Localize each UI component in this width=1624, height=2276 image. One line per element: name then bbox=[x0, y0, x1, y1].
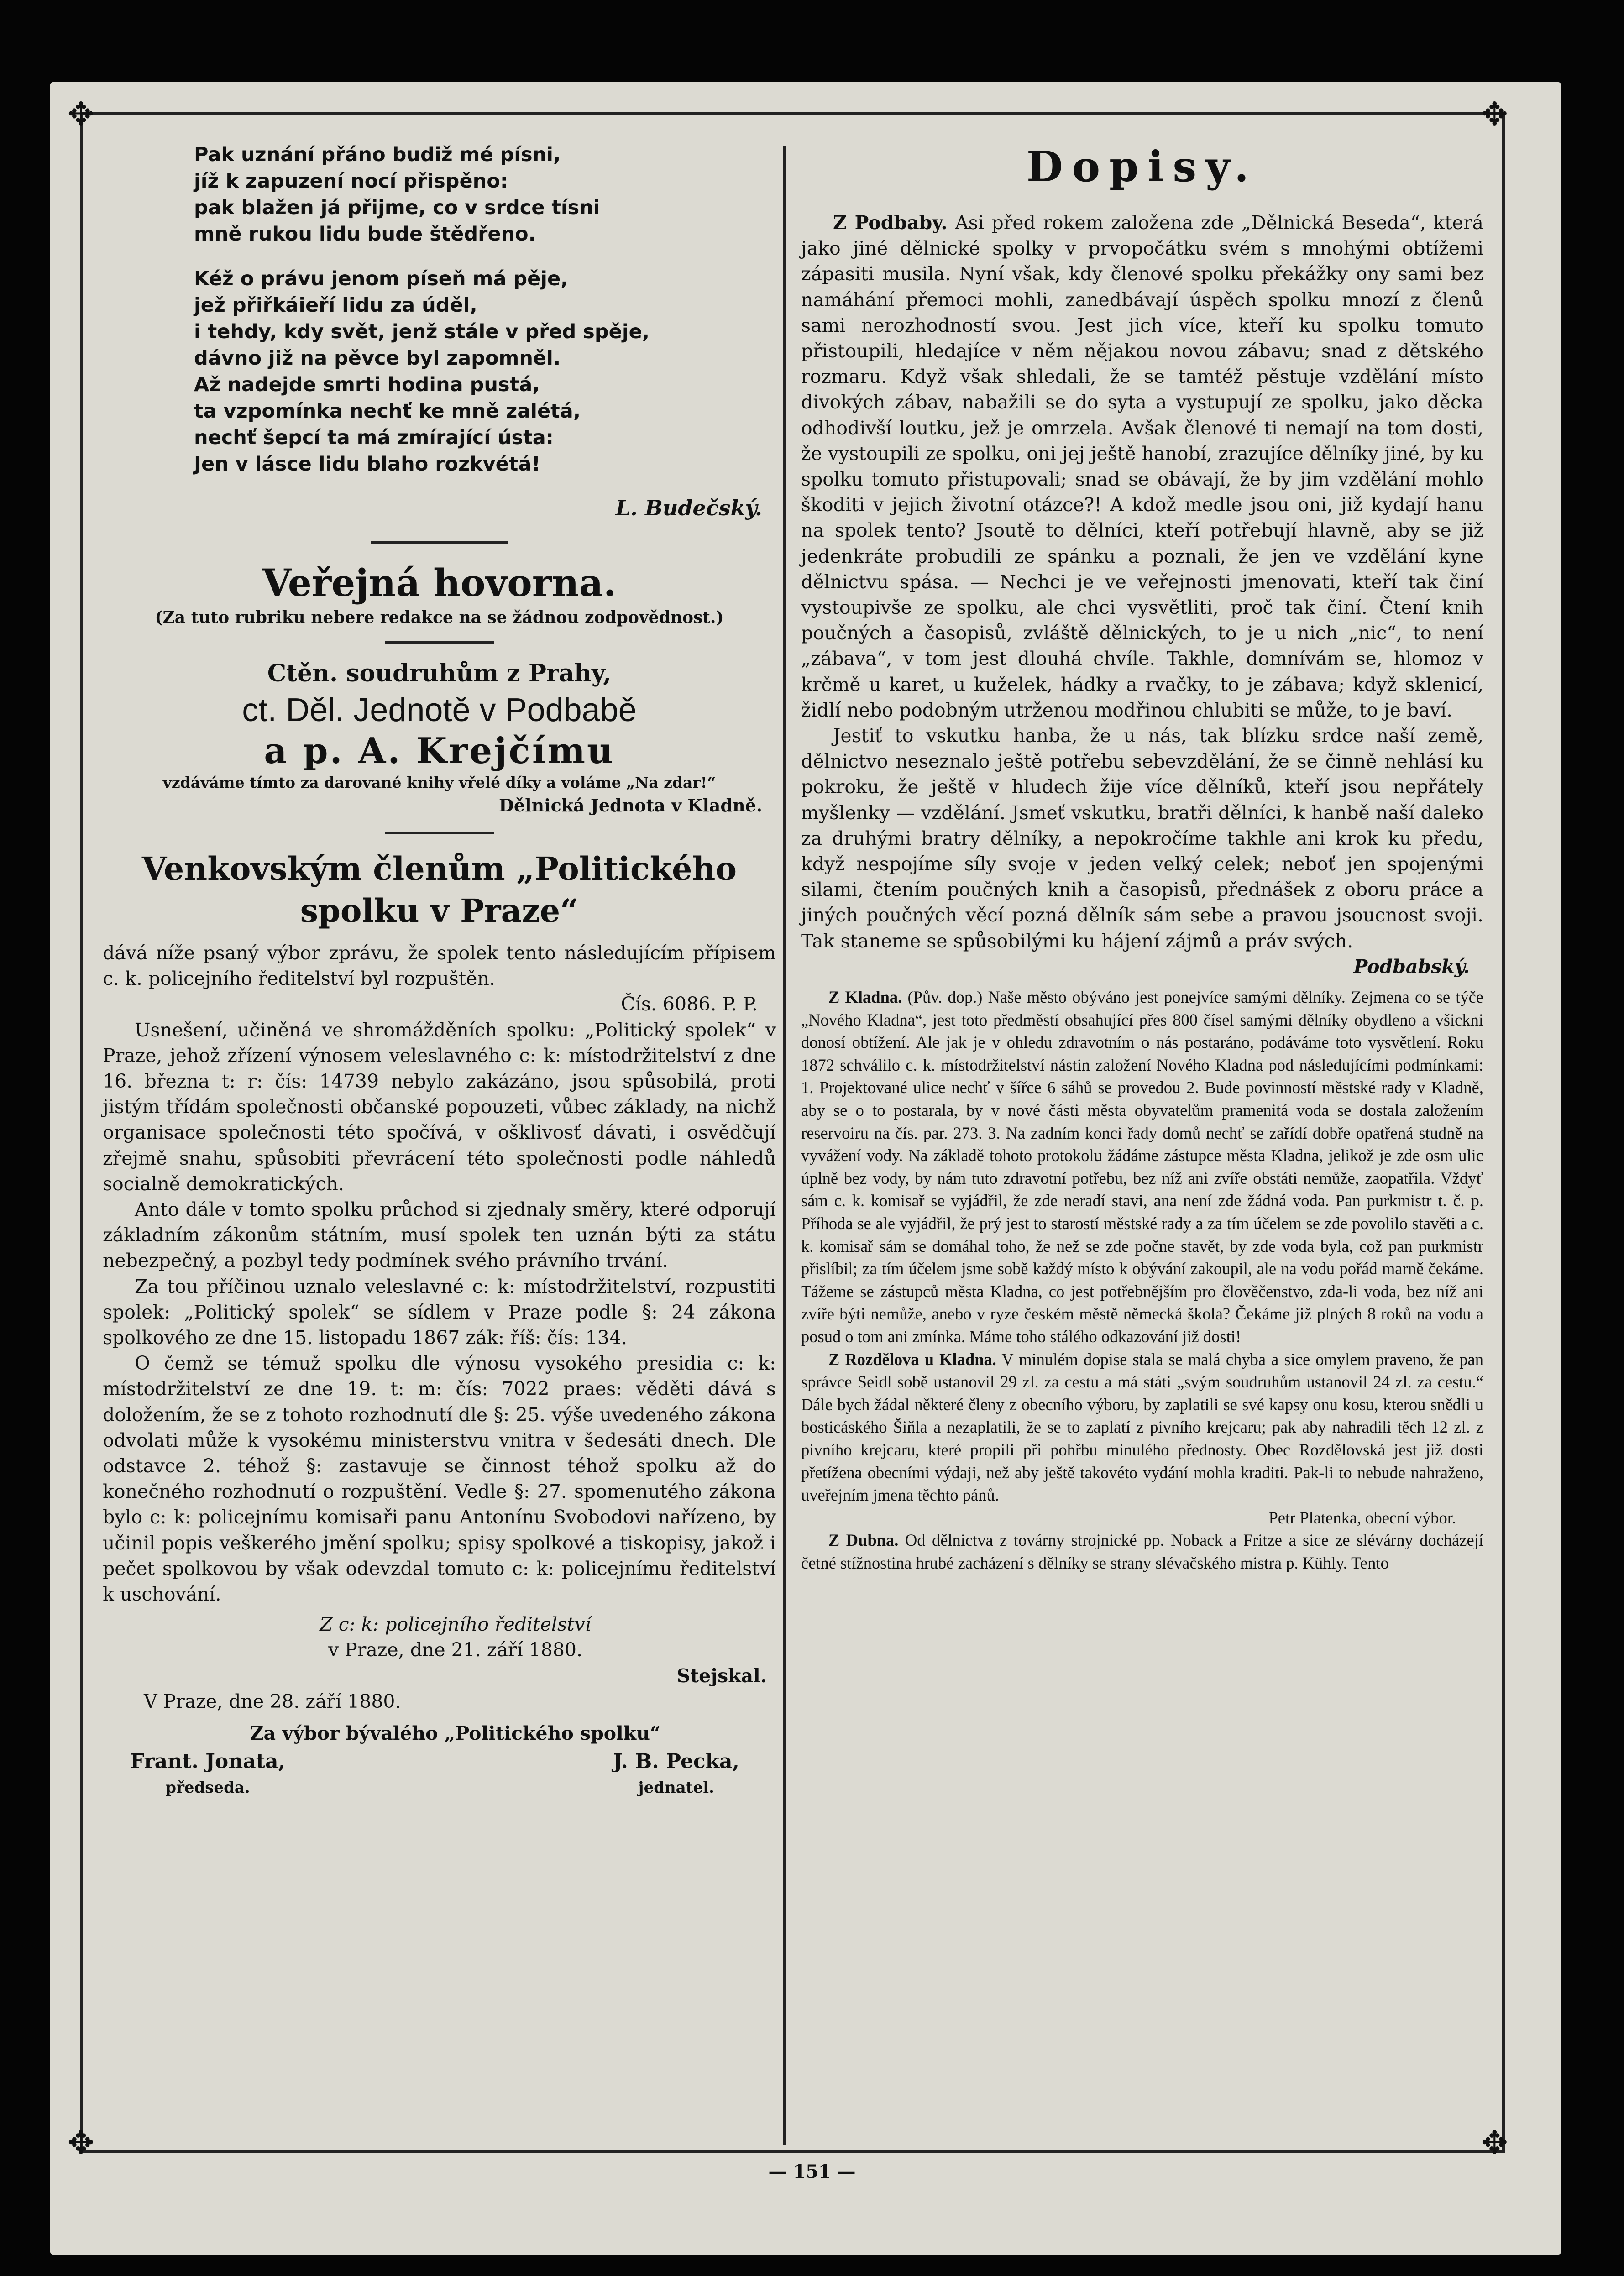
signer-role: předseda. bbox=[165, 1778, 250, 1797]
signer-name: Frant. Jonata, bbox=[130, 1750, 285, 1774]
place-heading: Z Podbaby. bbox=[833, 212, 948, 234]
paragraph: Anto dále v tomto spolku průchod si zjednaly směry, které odporují základním zákonům státním, musí spolek ten uznán býti za státu nebezpečný, a pozbyl tedy podmínek svého právního trvání. bbox=[103, 1198, 776, 1272]
poem-author: L. Budečský. bbox=[615, 496, 762, 520]
official-signature: Stejskal. bbox=[676, 1664, 767, 1687]
letter-signature: Petr Platenka, obecní výbor. bbox=[1268, 1508, 1456, 1527]
article-venkov bbox=[103, 940, 776, 1800]
poem-line: i tehdy, kdy svět, jenž stále v před spěje, bbox=[194, 320, 650, 343]
poem-line: nechť šepcí ta má zmírající ústa: bbox=[194, 426, 554, 449]
thanks-line: vzdáváme tímto za darované knihy vřelé díky a voláme „Na zdar!“ bbox=[162, 774, 716, 791]
committee-line: Za výbor bývalého „Politického spolku“ bbox=[250, 1722, 661, 1745]
place-heading: Z Kladna. bbox=[828, 988, 902, 1007]
thanks-line: ct. Děl. Jednotě v Podbabě bbox=[242, 692, 637, 728]
paragraph: Za tou příčinou uznalo veleslavné c: k: místodržitelství, rozpustiti spolek: „Politický spolek“ se sídlem v Praze podle §: 24 zákona spolkového ze dne 15. listopadu 1867 zák: říš: čís: 134. bbox=[103, 1275, 776, 1349]
letter-kladno bbox=[801, 986, 1483, 1348]
corner-ornament-icon: ✥ bbox=[68, 95, 94, 133]
section-divider bbox=[371, 541, 508, 544]
poem-stanza-1 bbox=[194, 141, 776, 247]
poem bbox=[194, 141, 776, 477]
document-number: Čís. 6086. P. P. bbox=[621, 993, 758, 1015]
poem-line: jíž k zapuzení nocí přispěno: bbox=[194, 170, 508, 193]
paragraph bbox=[801, 986, 1483, 1348]
section-title-venkov bbox=[103, 848, 776, 932]
column-divider bbox=[783, 146, 786, 2145]
title-line: spolku v Praze“ bbox=[300, 892, 579, 930]
paragraph bbox=[801, 210, 1483, 723]
left-column bbox=[103, 141, 776, 1800]
thanks-notice bbox=[103, 657, 776, 793]
paragraph-text: V minulém dopise stala se malá chyba a sice omylem praveno, že pan správce Seidl sobě ustanovil 29 zl. za cestu a má státi „svým soudruhům ustanovil 24 zl. za cestu.“ Dále bych žádal některé členy z obecního výboru, by zaplatili se své kapsy onu kosu, kterou snědli u bosticáského Šiňla a nezaplatili, že se to zaplatí z pivního krejcaru; pak aby nahradili těch 12 zl. z pivního krejcaru, které propili při pohřbu minulého přednosty. Obec Rozdělovská jest již dosti přetížena obecními výdaji, než aby ještě takovéto vydání mohla kraditi. Pak-li to nebude nahraženo, uveřejním jmena těchto pánů. bbox=[801, 1350, 1483, 1505]
place-heading: Z Dubna. bbox=[828, 1531, 899, 1550]
date-line: v Praze, dne 21. září 1880. bbox=[328, 1639, 583, 1661]
signature-right bbox=[613, 1749, 739, 1800]
right-column bbox=[801, 141, 1483, 1575]
section-title-dopisy: Dopisy. bbox=[1026, 142, 1258, 191]
paragraph-text: Od dělnictva z továrny strojnické pp. Noback a Fritze a sice ze slévárny docházejí četné stížnostina hrubé zacházení s dělníky se strany slévačského mistra p. Kühly. Tento bbox=[801, 1531, 1484, 1572]
poem-line: Pak uznání přáno budiž mé písni, bbox=[194, 143, 561, 166]
section-divider bbox=[385, 832, 494, 834]
section-title-hovorna: Veřejná hovorna. bbox=[262, 561, 617, 605]
poem-line: ta vzpomínka nechť ke mně zalétá, bbox=[194, 400, 581, 423]
paragraph bbox=[801, 1529, 1483, 1574]
letter-rozdelov bbox=[801, 1348, 1483, 1529]
editorial-note: (Za tuto rubriku nebere redakce na se žádnou zodpovědnost.) bbox=[155, 608, 724, 627]
section-divider bbox=[385, 641, 494, 644]
thanks-line: Ctěn. soudruhům z Prahy, bbox=[267, 659, 612, 687]
corner-ornament-icon: ✥ bbox=[68, 2124, 94, 2161]
poem-line: dávno již na pěvce byl zapomněl. bbox=[194, 347, 561, 370]
poem-stanza-2 bbox=[194, 266, 776, 477]
signature-left bbox=[130, 1749, 285, 1800]
thanks-line: a p. A. Krejčímu bbox=[264, 730, 615, 772]
letter-podbaba bbox=[801, 210, 1483, 979]
paragraph-text: Asi před rokem založena zde „Dělnická Beseda“, která jako jiné dělnické spolky v prvopočátku svém s mnohými obtížemi zápasiti musila. Nyní však, kdy členové spolku překážky ony sami bez namáhání přemoci mohli, zanedbávají úspěch spolku mnozí z členů sami nerozhodností svou. Jest jich více, kteří ku spolku tomuto přistoupili, hledajíce v něm nějakou novou zábavu; snad z dětského rozmaru. Když však shledali, že se tamtéž pěstuje vzdělání místo divokých zábav, nabažili se do syta a vystupují ze spolku, jako děcka odhodivší loutku, jež je omrzela. Avšak členové ti nemají na tom dosti, že vystoupili ze spolku, oni jej ještě hanobí, zrazujíce dělníky jiné, by ku spolku tomuto přistupovali; snad se obávají, že by jim vzdělání mohlo škoditi v jejich životní otázce?! A kdož medle jsou oni, již kydají hanu na spolek tento? Jsoutě to dělníci, kteří potřebují hlavně, aby se již jedenkráte probudili ze spánku a poznali, že jen ve vzdělání kyne dělnictvu spása. — Nechci je ve veřejnosti jmenovati, kteří tak činí vystoupivše ze spolku, ale chci vysvětliti, proč tak činí. Čtení knih poučných a časopisů, zvláště dělnických, to je u nich „nic“, to není „zábava“, v tom jest dlouhá chvíle. Takhle, domnívám se, hlomoz v krčmě u karet, u kuželek, hádky a rvačky, to je zábava; když sklenicí, židlí nebo podobným utrženou modřinou chlubiti se může, to je baví. bbox=[801, 212, 1483, 721]
paragraph-text: (Pův. dop.) Naše město obýváno jest ponejvíce samými dělníky. Zejmena co se týče „Nového Kladna“, jest toto předměstí obsahující přes 800 čísel samými dělníky obydleno a všickni donosí obtížení. Ale jak je v ohledu zdravotním o nás postaráno, podáváme toto vysvětlení. Roku 1872 schválilo c. k. místodržitelství nástin založení Nového Kladna pod následujícími podmínkami: 1. Projektované ulice nechť v šířce 6 sáhů se provedou 2. Bude povinností městské rady v Kladně, aby se o to postarala, by v nové části města obyvatelům pramenitá voda se dostala založením reservoiru na čís. par. 273. 3. Na zadním konci řady domů nechť se zařídí dobře opatřená studně na vyvážení vody. Na základě tohoto protokolu žádáme zástupce města Kladna, jelikož je zde osm ulic úplně bez vody, by nám tuto zdravotní potřebu, bez níž ani zvíře obstáti nemůže, zaopatřila. Vždyť sám c. k. komisař se vyjádřil, že zde neradí stavi, ana není zde žádná voda. Pan purkmistr t. č. p. Příhoda se ale vyjádřil, že prý jest to starostí městské rady a za tím účelem se zde povolilo stavěti a c. k. komisař sám se domáhal toho, že než se zde počne stavět, by zde voda byla, což pan purkmistr přislíbil; za tím účelem jsme sobě každý místo k obývání zakoupil, ale na vodu pořád marně čekáme. Tážeme se zástupců města Kladna, co jest potřebnějším pro člověčenstvo, zda-li voda, bez níž ani zvíře býti nemůže, anebo v ryze českém městě německá škola? Čekáme již plných 8 roků na vodu a posud o tom ani zmínka. Máme toho stálého odkazování již dosti! bbox=[801, 988, 1483, 1346]
paragraph: Usnešení, učiněná ve shromážděních spolku: „Politický spolek“ v Praze, jehož zřízení výnosem veleslavného c: k: místodržitelství z dne 16. března t: r: čís: 14739 nebylo zakázáno, jsou spůsobilá, proti jistým třídám společnosti občanské popouzeti, vůbec základy, na nichž organisace společnosti této spočívá, v ošklivosť dávati, i osvědčují zřejmě snahu, spůsobiti převrácení této společnosti podle náhledů socialně demokratických. bbox=[103, 1019, 776, 1195]
poem-line: Jen v lásce lidu blaho rozkvétá! bbox=[194, 453, 540, 476]
signer-name: J. B. Pecka, bbox=[613, 1750, 739, 1774]
letter-duban bbox=[801, 1529, 1483, 1574]
thanks-signature: Dělnická Jednota v Kladně. bbox=[498, 795, 762, 816]
date-line: V Praze, dne 28. září 1880. bbox=[144, 1690, 401, 1712]
poem-line: jež přiřkáieří lidu za úděl, bbox=[194, 294, 477, 317]
poem-line: Kéž o právu jenom píseň má pěje, bbox=[194, 267, 568, 290]
office-name: Z c: k: policejního ředitelství bbox=[320, 1613, 591, 1636]
letter-signature: Podbabský. bbox=[1353, 955, 1470, 978]
title-line: Venkovským členům „Politického bbox=[141, 850, 737, 888]
signatures bbox=[103, 1749, 776, 1800]
paragraph: O čemž se témuž spolku dle výnosu vysokého presidia c: k: místodržitelství ze dne 19. t: m: čís: 7022 praes: věděti dává s doložením, že se z tohoto rozhodnutí dle §: 25. výše uvedeného zákona odvolati může k vysokému ministerstvu vnitra v šedesáti dnech. Dle odstavce 2. téhož §: zastavuje se činnost téhož spolku až do konečného rozhodnutí o rozpuštění. Vedle §: 27. spomenutého zákona bylo c: k: policejnímu komisaři panu Antonínu Svobodovi nařízeno, by učinil popis veškerého jmění spolku; spisy spolkové a tiskopisy, jakož i pečet spolkovou by však odevzdal tomuto c: k: policejnímu ředitelství k uschování. bbox=[103, 1352, 776, 1606]
paragraph bbox=[801, 1348, 1483, 1507]
poem-line: mně rukou lidu bude štědřeno. bbox=[194, 223, 536, 246]
signer-role: jednatel. bbox=[638, 1778, 714, 1797]
corner-ornament-icon: ✥ bbox=[1481, 2124, 1508, 2161]
page-number: — 151 — bbox=[768, 2161, 856, 2182]
poem-line: Až nadejde smrti hodina pustá, bbox=[194, 373, 540, 396]
poem-line: pak blažen já přijme, co v srdce tísni bbox=[194, 196, 600, 219]
place-heading: Z Rozdělova u Kladna. bbox=[828, 1350, 996, 1369]
paragraph: dává níže psaný výbor zprávu, že spolek tento následujícím přípisem c. k. policejního ředitelství byl rozpuštěn. bbox=[103, 942, 776, 990]
paragraph: Jestiť to vskutku hanba, že u nás, tak blízku srdce naší země, dělnictvo neseznalo ještě potřebu sebevzdělání, že se činně nehlásí ku pokroku, že ještě v hludech žije více dělníků, kteří jsou nepřátely myšlenky — vzdělání. Jsmeť vskutku, bratři dělníci, k hanbě naší daleko za druhými bratry dělníky, a nepokročíme takhle ani krok ku předu, když nespojíme síly svoje v jeden velký celek; neboť jen spojenými silami, čtením poučných knih a časopisů, přednášek z oboru práce a jiných poučných věcí pozná dělník sám sebe a pravou jsoucnost svoji. Tak staneme se spůsobilými ku hájení zájmů a práv svých. bbox=[801, 725, 1483, 952]
corner-ornament-icon: ✥ bbox=[1481, 95, 1508, 133]
